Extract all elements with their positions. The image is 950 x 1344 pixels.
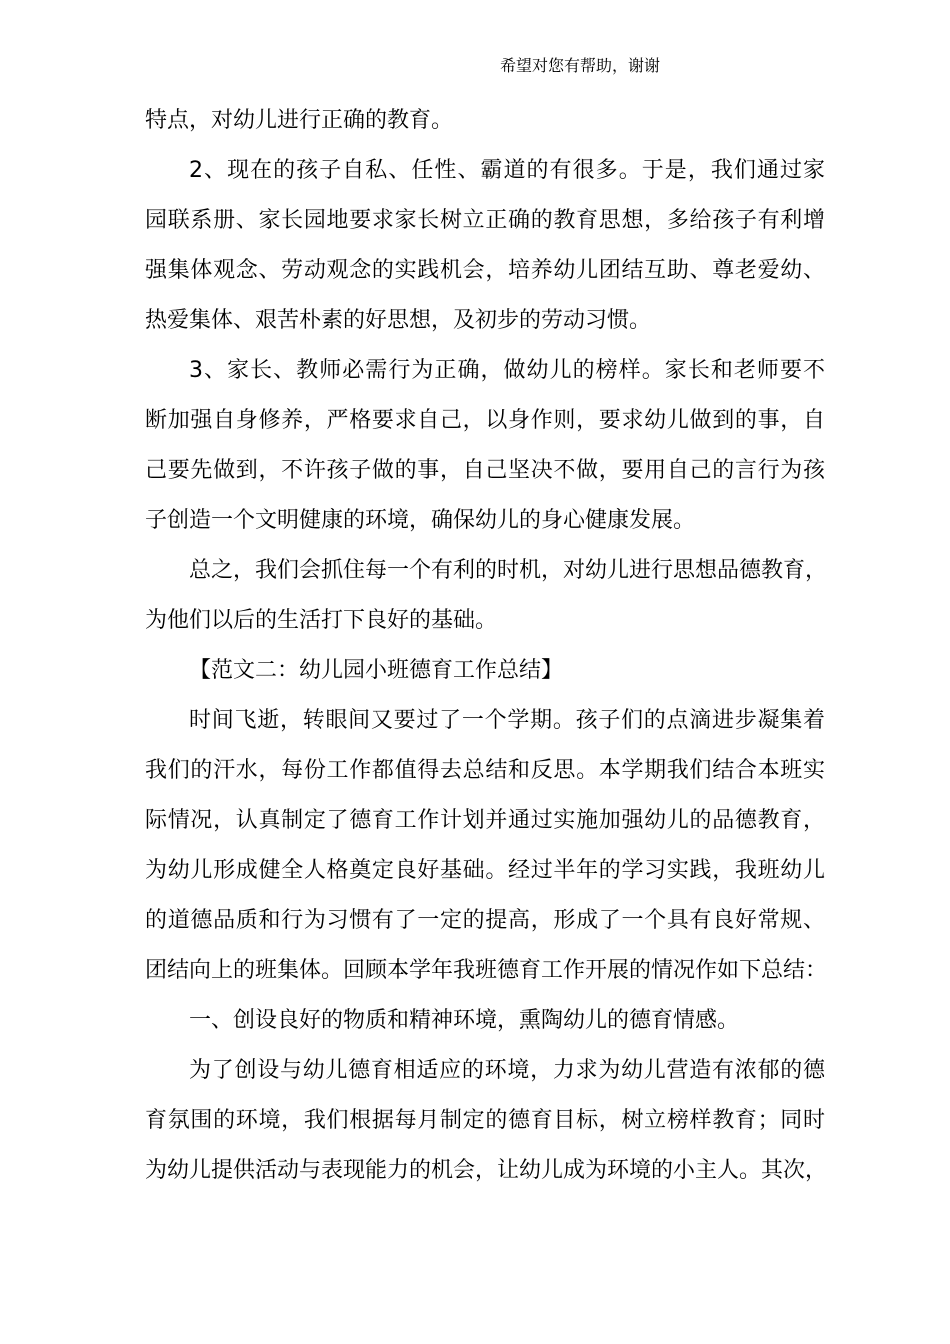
document-body <box>145 96 828 1196</box>
text-line: 强集体观念、劳动观念的实践机会，培养幼儿团结互助、尊老爱幼、 <box>145 258 825 283</box>
text-line: 为幼儿提供活动与表现能力的机会，让幼儿成为环境的小主人。其次， <box>145 1158 828 1183</box>
text-line: 热爱集体、艰苦朴素的好思想，及初步的劳动习惯。 <box>145 308 652 333</box>
text-line: 为他们以后的生活打下良好的基础。 <box>145 608 498 633</box>
text-line: 断加强自身修养，严格要求自己，以身作则，要求幼儿做到的事，自 <box>145 408 825 433</box>
text-line: 为幼儿形成健全人格奠定良好基础。经过半年的学习实践，我班幼儿 <box>145 858 825 883</box>
text-line: 园联系册、家长园地要求家长树立正确的教育思想，多给孩子有利增 <box>145 208 825 233</box>
text-line: 团结向上的班集体。回顾本学年我班德育工作开展的情况作如下总结： <box>145 958 828 983</box>
text-line: 为了创设与幼儿德育相适应的环境，力求为幼儿营造有浓郁的德 <box>189 1058 825 1083</box>
text-line: 的道德品质和行为习惯有了一定的提高，形成了一个具有良好常规、 <box>145 908 825 933</box>
text-line: 子创造一个文明健康的环境，确保幼儿的身心健康发展。 <box>145 508 696 533</box>
page-header-note: 希望对您有帮助，谢谢 <box>499 56 660 75</box>
text-line: 特点，对幼儿进行正确的教育。 <box>145 108 454 133</box>
subsection-heading: 一、创设良好的物质和精神环境，熏陶幼儿的德育情感。 <box>189 1008 740 1033</box>
text-line: 时间飞逝，转眼间又要过了一个学期。孩子们的点滴进步凝集着 <box>189 708 825 733</box>
text-line: 我们的汗水，每份工作都值得去总结和反思。本学期我们结合本班实 <box>145 758 825 783</box>
text-line: 己要先做到，不许孩子做的事，自己坚决不做，要用自己的言行为孩 <box>145 458 825 483</box>
text-line: 总之，我们会抓住每一个有利的时机，对幼儿进行思想品德教育， <box>189 558 828 583</box>
section-heading: 【范文二：幼儿园小班德育工作总结】 <box>189 658 564 683</box>
text-line: 2、现在的孩子自私、任性、霸道的有很多。于是，我们通过家 <box>189 158 825 183</box>
text-line: 育氛围的环境，我们根据每月制定的德育目标，树立榜样教育；同时 <box>145 1108 825 1133</box>
text-line: 际情况，认真制定了德育工作计划并通过实施加强幼儿的品德教育， <box>145 808 825 833</box>
text-line: 3、家长、教师必需行为正确，做幼儿的榜样。家长和老师要不 <box>189 358 825 383</box>
